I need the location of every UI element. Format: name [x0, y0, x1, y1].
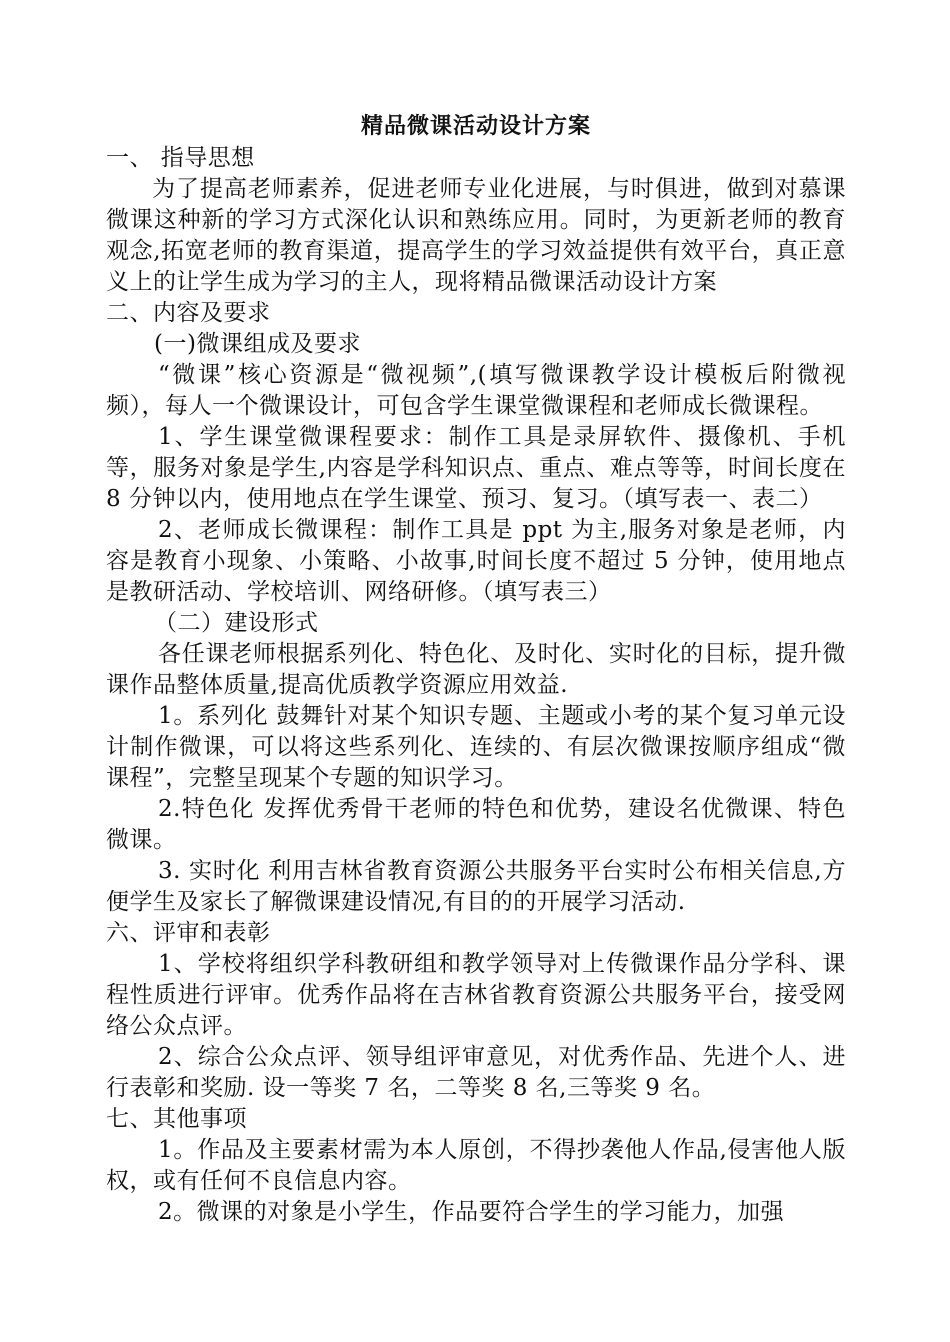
document-title: 精品微课活动设计方案 — [360, 113, 591, 139]
list-item-awards: 2、综合公众点评、领导组评审意见，对优秀作品、先进个人、进行表彰和奖励. 设一等奖 7 名，二等奖 8 名,三等奖 9 名。 — [106, 1044, 846, 1101]
list-item-teacher-course: 2、老师成长微课程：制作工具是 ppt 为主,服务对象是老师，内容是教育小现象、小策略、小故事,时间长度不超过 5 分钟，使用地点是教研活动、学校培训、网络研修。（填写表三） — [106, 517, 846, 605]
paragraph-intro: 为了提高老师素养，促进老师专业化进展，与时俱进，做到对慕课微课这种新的学习方式深化认识和熟练应用。同时，为更新老师的教育观念,拓宽老师的教育渠道，提高学生的学习效益提供有效平台，真正意义上的让学生成为学习的主人，现将精品微课活动设计方案 — [106, 176, 846, 295]
subheading-microlesson-composition: (一)微课组成及要求 — [154, 331, 361, 357]
section-heading-other-matters: 七、其他事项 — [106, 1106, 247, 1132]
list-item-serialization: 1。系列化 鼓舞针对某个知识专题、主题或小考的某个复习单元设计制作微课，可以将这些系列化、连续的、有层次微课按顺序组成“微课程”，完整呈现某个专题的知识学习。 — [106, 703, 846, 791]
paragraph-core-resource: “微课”核心资源是“微视频”,(填写微课教学设计模板后附微视频），每人一个微课设计，可包含学生课堂微课程和老师成长微课程。 — [106, 362, 846, 419]
list-item-audience: 2。微课的对象是小学生，作品要符合学生的学习能力，加强 — [158, 1199, 785, 1225]
section-heading-review-awards: 六、评审和表彰 — [106, 920, 271, 946]
paragraph-construction-goals: 各任课老师根据系列化、特色化、及时化、实时化的目标，提升微课作品整体质量,提高优质教学资源应用效益. — [106, 641, 846, 698]
list-item-student-course: 1、学生课堂微课程要求：制作工具是录屏软件、摄像机、手机等，服务对象是学生,内容是学科知识点、重点、难点等等，时间长度在 8 分钟以内，使用地点在学生课堂、预习、复习。（填写表一、表二） — [106, 424, 846, 512]
list-item-originality: 1。作品及主要素材需为本人原创，不得抄袭他人作品,侵害他人版权，或有任何不良信息内容。 — [106, 1137, 846, 1194]
subheading-construction-form: （二）建设形式 — [154, 610, 319, 636]
section-heading-guiding-ideology: 一、 指导思想 — [106, 145, 255, 171]
list-item-characterization: 2.特色化 发挥优秀骨干老师的特色和优势，建设名优微课、特色微课。 — [106, 796, 846, 853]
list-item-review: 1、学校将组织学科教研组和教学领导对上传微课作品分学科、课程性质进行评审。优秀作品将在吉林省教育资源公共服务平台，接受网络公众点评。 — [106, 951, 846, 1039]
section-heading-content-requirements: 二、内容及要求 — [106, 300, 271, 326]
document-body — [106, 112, 846, 1228]
list-item-real-time: 3. 实时化 利用吉林省教育资源公共服务平台实时公布相关信息,方便学生及家长了解微课建设情况,有目的的开展学习活动. — [106, 858, 846, 915]
